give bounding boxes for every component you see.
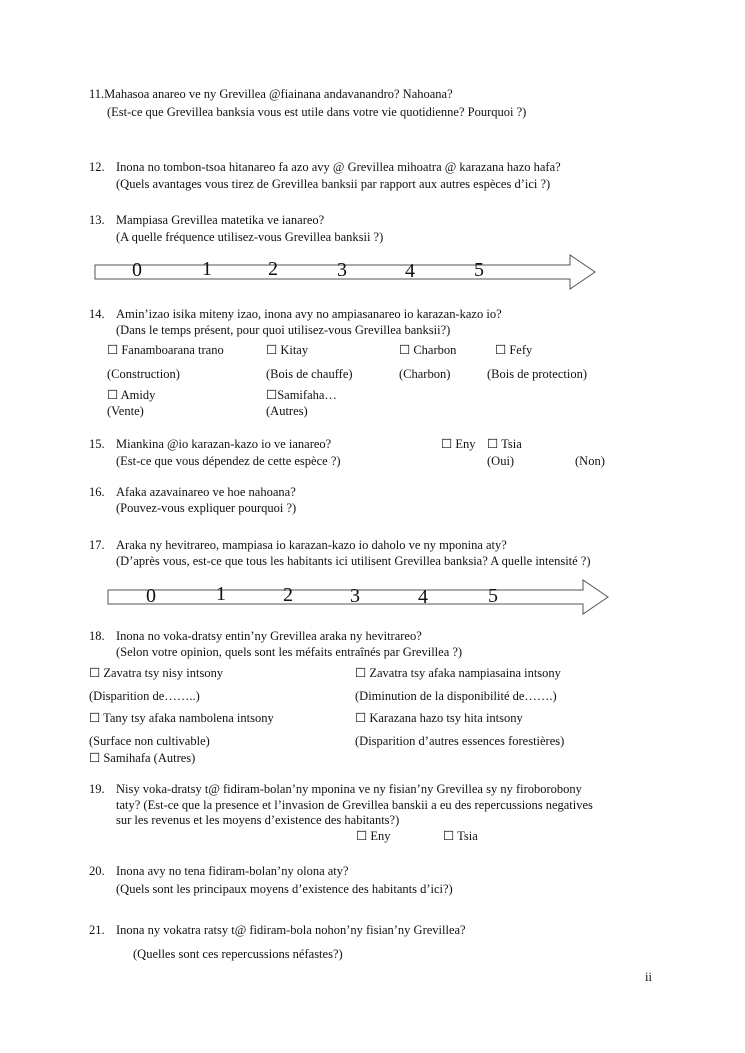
q16-line1: Afaka azavainareo ve hoe nahoana? bbox=[116, 485, 296, 499]
q17-scale-0[interactable]: 0 bbox=[146, 585, 156, 607]
q19-line1: Nisy voka-dratsy t@ fidiram-bolan’ny mponina ve ny fisian’ny Grevillea sy ny firoborobony bbox=[116, 782, 582, 796]
q19-line3: sur les revenus et les moyens d’existence des habitants?) bbox=[116, 813, 400, 827]
q15-line2: (Est-ce que vous dépendez de cette espèce ?) bbox=[116, 454, 341, 468]
q14-translation-autres: (Autres) bbox=[266, 404, 308, 418]
q15-translation-non: (Non) bbox=[575, 454, 605, 468]
q13-scale-2[interactable]: 2 bbox=[268, 258, 278, 280]
q14-line2: (Dans le temps présent, pour quoi utilisez-vous Grevillea banksii?) bbox=[116, 323, 451, 337]
q19-number: 19. bbox=[89, 782, 105, 796]
q17-scale-5[interactable]: 5 bbox=[488, 585, 498, 607]
q18-translation-disparition: (Disparition de……..) bbox=[89, 689, 200, 703]
q18-option-autres[interactable]: ☐ Samihafa (Autres) bbox=[89, 751, 196, 765]
q17-line2: (D’après vous, est-ce que tous les habitants ici utilisent Grevillea banksia? A quelle intensité ?) bbox=[116, 554, 591, 568]
q12-number: 12. bbox=[89, 160, 105, 174]
q15-option-eny[interactable]: ☐ Eny bbox=[441, 437, 476, 451]
q17-scale-4[interactable]: 4 bbox=[418, 586, 428, 608]
q14-option-samifaha[interactable]: ☐Samifaha… bbox=[266, 388, 337, 402]
q20-line2: (Quels sont les principaux moyens d’existence des habitants d’ici?) bbox=[116, 882, 453, 896]
q13-scale-3[interactable]: 3 bbox=[337, 259, 347, 281]
q14-option-kitay[interactable]: ☐ Kitay bbox=[266, 343, 309, 357]
q14-translation-construction: (Construction) bbox=[107, 367, 180, 381]
q20-number: 20. bbox=[89, 864, 105, 878]
q18-option-diminution[interactable]: ☐ Zavatra tsy afaka nampiasaina intsony bbox=[355, 666, 561, 680]
q13-scale-4[interactable]: 4 bbox=[405, 260, 415, 282]
q19-line2: taty? (Est-ce que la presence et l’invasion de Grevillea banskii a eu des repercussions negatives bbox=[116, 798, 593, 812]
q13-line1: Mampiasa Grevillea matetika ve ianareo? bbox=[116, 213, 325, 227]
q18-number: 18. bbox=[89, 629, 105, 643]
q15-number: 15. bbox=[89, 437, 105, 451]
q18-option-disparition[interactable]: ☐ Zavatra tsy nisy intsony bbox=[89, 666, 224, 680]
q13-line2: (A quelle fréquence utilisez-vous Grevillea banksii ?) bbox=[116, 230, 384, 244]
q21-line1: Inona ny vokatra ratsy t@ fidiram-bola nohon’ny fisian’ny Grevillea? bbox=[116, 923, 466, 937]
q18-option-surface[interactable]: ☐ Tany tsy afaka nambolena intsony bbox=[89, 711, 274, 725]
q17-line1: Araka ny hevitrareo, mampiasa io karazan-kazo io daholo ve ny mponina aty? bbox=[116, 538, 507, 552]
q15-translation-oui: (Oui) bbox=[487, 454, 515, 468]
q13-scale-1[interactable]: 1 bbox=[202, 258, 212, 280]
q20-line1: Inona avy no tena fidiram-bolan’ny olona aty? bbox=[116, 864, 349, 878]
q21-number: 21. bbox=[89, 923, 105, 937]
q15-option-tsia[interactable]: ☐ Tsia bbox=[487, 437, 522, 451]
q11-line2: (Est-ce que Grevillea banksia vous est utile dans votre vie quotidienne? Pourquoi ?) bbox=[107, 105, 527, 119]
q17-scale-3[interactable]: 3 bbox=[350, 585, 360, 607]
q14-translation-vente: (Vente) bbox=[107, 404, 144, 418]
q14-number: 14. bbox=[89, 307, 105, 321]
q14-option-charbon[interactable]: ☐ Charbon bbox=[399, 343, 457, 357]
q12-line1: Inona no tombon-tsoa hitanareo fa azo avy @ Grevillea mihoatra @ karazana hazo hafa? bbox=[116, 160, 561, 174]
q14-translation-charbon: (Charbon) bbox=[399, 367, 451, 381]
q12-line2: (Quels avantages vous tirez de Grevillea banksii par rapport aux autres espèces d’ici ?) bbox=[116, 177, 551, 191]
q15-line1: Miankina @io karazan-kazo io ve ianareo? bbox=[116, 437, 332, 451]
q19-option-eny[interactable]: ☐ Eny bbox=[356, 829, 391, 843]
q19-option-tsia[interactable]: ☐ Tsia bbox=[443, 829, 478, 843]
q18-translation-essences: (Disparition d’autres essences forestières) bbox=[355, 734, 565, 748]
q14-translation-chauffe: (Bois de chauffe) bbox=[266, 367, 353, 381]
q14-option-amidy[interactable]: ☐ Amidy bbox=[107, 388, 156, 402]
q17-scale-2[interactable]: 2 bbox=[283, 584, 293, 606]
q14-option-fefy[interactable]: ☐ Fefy bbox=[495, 343, 533, 357]
q13-scale-5[interactable]: 5 bbox=[474, 259, 484, 281]
q14-option-fanamboarana[interactable]: ☐ Fanamboarana trano bbox=[107, 343, 224, 357]
q16-number: 16. bbox=[89, 485, 105, 499]
q13-scale-0[interactable]: 0 bbox=[132, 259, 142, 281]
q14-translation-protection: (Bois de protection) bbox=[487, 367, 587, 381]
q14-line1: Amin’izao isika miteny izao, inona avy no ampiasanareo io karazan-kazo io? bbox=[116, 307, 502, 321]
q18-translation-diminution: (Diminution de la disponibilité de…….) bbox=[355, 689, 557, 703]
q18-line2: (Selon votre opinion, quels sont les méfaits entraînés par Grevillea ?) bbox=[116, 645, 463, 659]
q18-option-essences[interactable]: ☐ Karazana hazo tsy hita intsony bbox=[355, 711, 523, 725]
q13-number: 13. bbox=[89, 213, 105, 227]
q11-line1: 11.Mahasoa anareo ve ny Grevillea @fiainana andavanandro? Nahoana? bbox=[89, 87, 453, 101]
q17-number: 17. bbox=[89, 538, 105, 552]
q18-line1: Inona no voka-dratsy entin’ny Grevillea araka ny hevitrareo? bbox=[116, 629, 422, 643]
q21-line2: (Quelles sont ces repercussions néfastes?) bbox=[133, 947, 343, 961]
q17-scale-1[interactable]: 1 bbox=[216, 583, 226, 605]
q18-translation-surface: (Surface non cultivable) bbox=[89, 734, 210, 748]
page-number: ii bbox=[645, 970, 652, 984]
q16-line2: (Pouvez-vous expliquer pourquoi ?) bbox=[116, 501, 297, 515]
